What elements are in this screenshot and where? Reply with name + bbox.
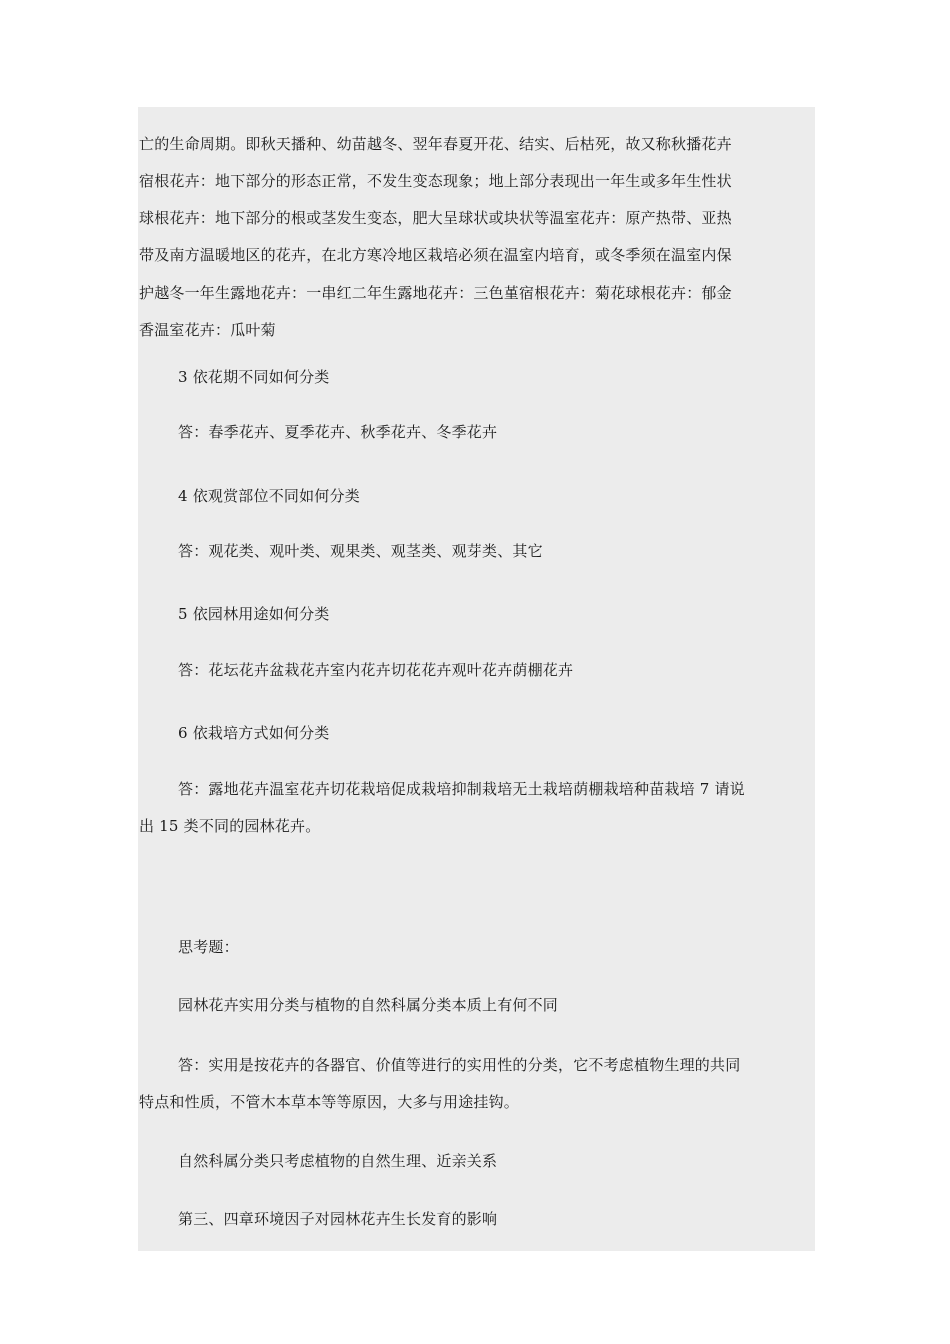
question-heading: 园林花卉实用分类与植物的自然科属分类本质上有何不同 [178, 996, 559, 1014]
paragraph-line: 球根花卉：地下部分的根或茎发生变态，肥大呈球状或块状等温室花卉：原产热带、亚热 [139, 209, 732, 227]
answer-line: 答：花坛花卉盆栽花卉室内花卉切花花卉观叶花卉荫棚花卉 [178, 661, 574, 679]
answer-line: 答：露地花卉温室花卉切花栽培促成栽培抑制栽培无土栽培荫棚栽培种苗栽培 7 请说 [178, 780, 745, 798]
answer-line: 特点和性质，不管木本草本等等原因，大多与用途挂钩。 [139, 1093, 520, 1111]
paragraph-line: 自然科属分类只考虑植物的自然生理、近亲关系 [178, 1152, 498, 1170]
chapter-heading: 第三、四章环境因子对园林花卉生长发育的影响 [178, 1210, 498, 1228]
paragraph-line: 护越冬一年生露地花卉：一串红二年生露地花卉：三色堇宿根花卉：菊花球根花卉：郁金 [139, 284, 732, 302]
question-heading: 5 依园林用途如何分类 [178, 605, 330, 623]
question-heading: 3 依花期不同如何分类 [178, 368, 330, 386]
paragraph-line: 香温室花卉：瓜叶菊 [139, 321, 276, 339]
paragraph-line: 带及南方温暖地区的花卉，在北方寒冷地区栽培必须在温室内培育，或冬季须在温室内保 [139, 246, 732, 264]
answer-line: 答：春季花卉、夏季花卉、秋季花卉、冬季花卉 [178, 423, 498, 441]
section-heading: 思考题： [178, 938, 239, 956]
question-heading: 6 依栽培方式如何分类 [178, 724, 330, 742]
question-heading: 4 依观赏部位不同如何分类 [178, 487, 360, 505]
answer-line: 出 15 类不同的园林花卉。 [139, 817, 321, 835]
answer-line: 答：观花类、观叶类、观果类、观茎类、观芽类、其它 [178, 542, 543, 560]
paragraph-line: 宿根花卉：地下部分的形态正常，不发生变态现象；地上部分表现出一年生或多年生性状 [139, 172, 732, 190]
paragraph-line: 亡的生命周期。即秋天播种、幼苗越冬、翌年春夏开花、结实、后枯死，故又称秋播花卉 [139, 135, 732, 153]
answer-line: 答：实用是按花卉的各器官、价值等进行的实用性的分类，它不考虑植物生理的共同 [178, 1056, 741, 1074]
